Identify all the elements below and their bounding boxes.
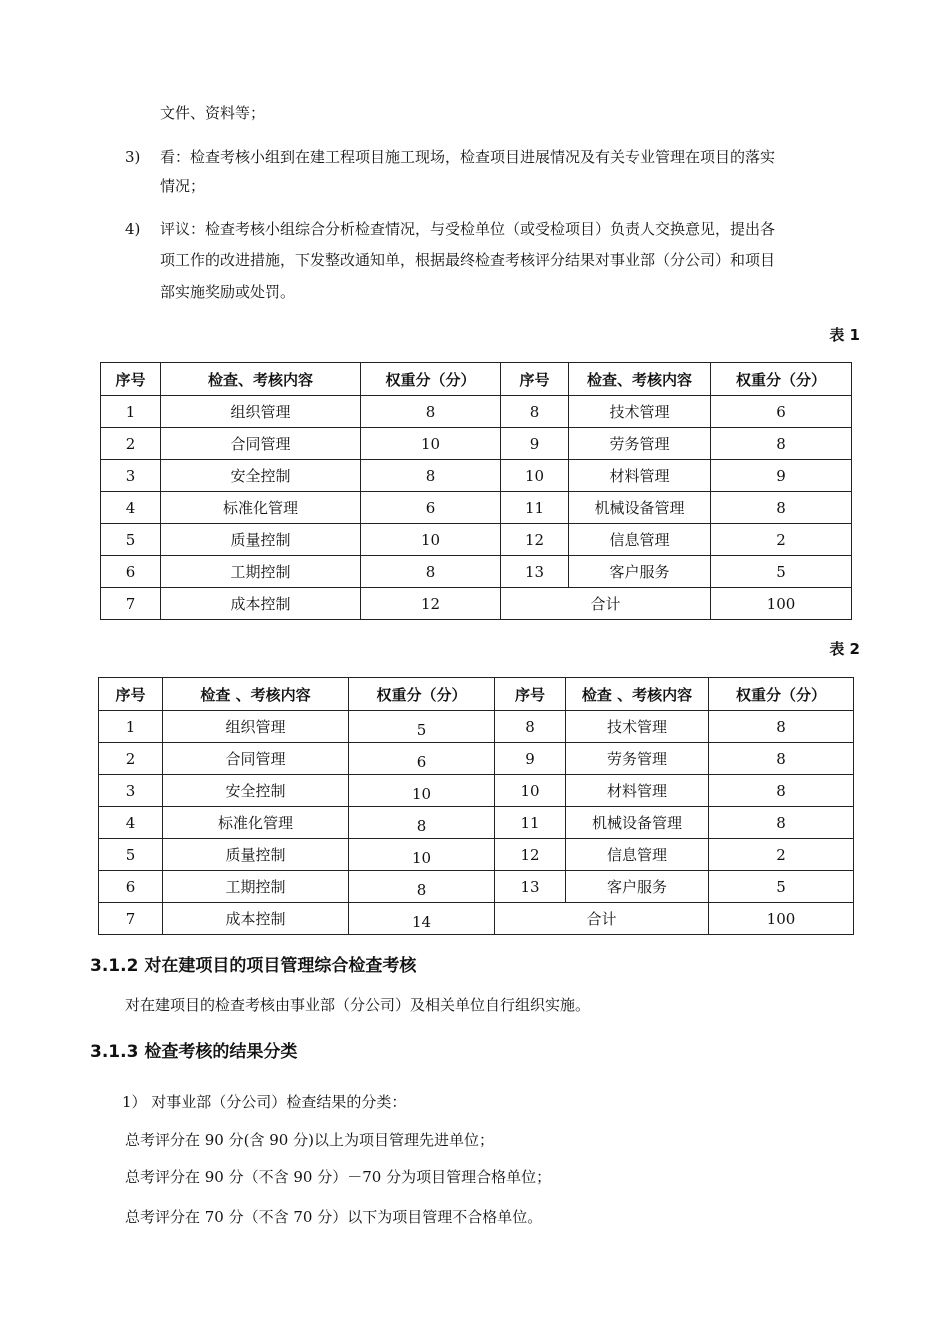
table2-header-cell: 序号 bbox=[99, 678, 163, 711]
table-cell: 3 bbox=[101, 460, 161, 492]
total-value-cell: 100 bbox=[711, 588, 852, 620]
table2-caption: 表 2 bbox=[829, 640, 860, 658]
item3-line1: 看：检查考核小组到在建工程项目施工现场，检查项目进展情况及有关专业管理在项目的落实 bbox=[160, 148, 776, 166]
table1-header-cell: 权重分（分） bbox=[361, 363, 501, 396]
table-cell: 8 bbox=[709, 743, 854, 775]
table2-header-cell: 序号 bbox=[495, 678, 566, 711]
table-cell: 12 bbox=[361, 588, 501, 620]
section-heading-3-1-3: 3.1.3 检查考核的结果分类 bbox=[90, 1042, 298, 1062]
section-3-1-3-item1: 1） 对事业部（分公司）检查结果的分类： bbox=[122, 1093, 407, 1111]
table-cell: 组织管理 bbox=[161, 396, 361, 428]
table-cell: 标准化管理 bbox=[163, 807, 349, 839]
table-cell: 1 bbox=[99, 711, 163, 743]
table-cell: 4 bbox=[99, 807, 163, 839]
table-cell: 7 bbox=[99, 903, 163, 935]
table-row bbox=[101, 556, 852, 588]
table2-header-cell: 检查 、考核内容 bbox=[566, 678, 709, 711]
table-cell: 8 bbox=[709, 711, 854, 743]
table-cell: 工期控制 bbox=[163, 871, 349, 903]
table-cell: 10 bbox=[495, 775, 566, 807]
table-cell: 合同管理 bbox=[161, 428, 361, 460]
table-cell: 9 bbox=[711, 460, 852, 492]
table-cell: 安全控制 bbox=[163, 775, 349, 807]
table-cell: 8 bbox=[349, 871, 495, 903]
table-cell: 质量控制 bbox=[161, 524, 361, 556]
table-cell: 5 bbox=[99, 839, 163, 871]
table-row bbox=[99, 775, 854, 807]
table2-header-cell: 检查 、考核内容 bbox=[163, 678, 349, 711]
table-cell: 标准化管理 bbox=[161, 492, 361, 524]
table-cell: 技术管理 bbox=[566, 711, 709, 743]
table-cell: 劳务管理 bbox=[569, 428, 711, 460]
table-cell: 8 bbox=[495, 711, 566, 743]
table-cell: 5 bbox=[101, 524, 161, 556]
table-row bbox=[99, 807, 854, 839]
table1-caption: 表 1 bbox=[829, 326, 860, 344]
text-continued: 文件、资料等； bbox=[160, 104, 266, 122]
result-line: 总考评分在 90 分（不含 90 分）－70 分为项目管理合格单位； bbox=[125, 1168, 552, 1186]
table-cell: 10 bbox=[361, 428, 501, 460]
table-cell: 12 bbox=[501, 524, 569, 556]
table-cell: 14 bbox=[349, 903, 495, 935]
table-cell: 10 bbox=[349, 839, 495, 871]
table-cell: 8 bbox=[361, 460, 501, 492]
table-cell: 信息管理 bbox=[566, 839, 709, 871]
table-row bbox=[101, 428, 852, 460]
table1-header-cell: 序号 bbox=[501, 363, 569, 396]
table-total-row bbox=[101, 588, 852, 620]
table-cell: 成本控制 bbox=[161, 588, 361, 620]
table-total-row bbox=[99, 903, 854, 935]
table-cell: 10 bbox=[501, 460, 569, 492]
table-cell: 6 bbox=[361, 492, 501, 524]
table-row bbox=[99, 871, 854, 903]
list-number-3: 3) bbox=[125, 148, 141, 166]
table-cell: 材料管理 bbox=[566, 775, 709, 807]
total-label-cell: 合计 bbox=[501, 588, 711, 620]
table1-header-cell: 检查、考核内容 bbox=[161, 363, 361, 396]
table-row bbox=[99, 711, 854, 743]
table2-header-cell: 权重分（分） bbox=[709, 678, 854, 711]
table-cell: 8 bbox=[711, 428, 852, 460]
table-cell: 8 bbox=[361, 396, 501, 428]
table-cell: 劳务管理 bbox=[566, 743, 709, 775]
table1-header-cell: 序号 bbox=[101, 363, 161, 396]
table-cell: 8 bbox=[709, 775, 854, 807]
item4-line3: 部实施奖励或处罚。 bbox=[160, 283, 296, 301]
table-cell: 13 bbox=[501, 556, 569, 588]
list-number-4: 4) bbox=[125, 220, 141, 238]
table-cell: 2 bbox=[101, 428, 161, 460]
table-row bbox=[101, 524, 852, 556]
table-cell: 9 bbox=[495, 743, 566, 775]
item4-line1: 评议：检查考核小组综合分析检查情况，与受检单位（或受检项目）负责人交换意见，提出各 bbox=[160, 220, 776, 238]
table-cell: 10 bbox=[349, 775, 495, 807]
table-cell: 机械设备管理 bbox=[566, 807, 709, 839]
table-cell: 质量控制 bbox=[163, 839, 349, 871]
table-cell: 1 bbox=[101, 396, 161, 428]
table-cell: 3 bbox=[99, 775, 163, 807]
item3-line2: 情况； bbox=[160, 177, 206, 195]
table1 bbox=[100, 362, 852, 620]
table-cell: 6 bbox=[101, 556, 161, 588]
table-cell: 客户服务 bbox=[566, 871, 709, 903]
table-cell: 8 bbox=[501, 396, 569, 428]
table2-header-cell: 权重分（分） bbox=[349, 678, 495, 711]
table-row bbox=[101, 460, 852, 492]
table1-header-cell: 权重分（分） bbox=[711, 363, 852, 396]
table-cell: 8 bbox=[361, 556, 501, 588]
table-cell: 8 bbox=[349, 807, 495, 839]
table-cell: 11 bbox=[501, 492, 569, 524]
total-label-cell: 合计 bbox=[495, 903, 709, 935]
table-row bbox=[101, 396, 852, 428]
table-cell: 5 bbox=[709, 871, 854, 903]
table-cell: 13 bbox=[495, 871, 566, 903]
table-row bbox=[99, 839, 854, 871]
table-cell: 8 bbox=[711, 492, 852, 524]
table-cell: 2 bbox=[99, 743, 163, 775]
section-heading-3-1-2: 3.1.2 对在建项目的项目管理综合检查考核 bbox=[90, 956, 417, 976]
table-cell: 客户服务 bbox=[569, 556, 711, 588]
table-cell: 信息管理 bbox=[569, 524, 711, 556]
item4-line2: 项工作的改进措施，下发整改通知单，根据最终检查考核评分结果对事业部（分公司）和项目 bbox=[160, 251, 776, 269]
table-cell: 8 bbox=[709, 807, 854, 839]
table2-header-row bbox=[99, 678, 854, 711]
table-cell: 2 bbox=[711, 524, 852, 556]
table-cell: 6 bbox=[711, 396, 852, 428]
table-cell: 2 bbox=[709, 839, 854, 871]
table-cell: 材料管理 bbox=[569, 460, 711, 492]
table-cell: 5 bbox=[711, 556, 852, 588]
table-cell: 成本控制 bbox=[163, 903, 349, 935]
table-cell: 10 bbox=[361, 524, 501, 556]
table-cell: 6 bbox=[99, 871, 163, 903]
table-cell: 11 bbox=[495, 807, 566, 839]
table-cell: 12 bbox=[495, 839, 566, 871]
table-cell: 机械设备管理 bbox=[569, 492, 711, 524]
table-cell: 安全控制 bbox=[161, 460, 361, 492]
table-cell: 工期控制 bbox=[161, 556, 361, 588]
table-cell: 组织管理 bbox=[163, 711, 349, 743]
result-line: 总考评分在 70 分（不含 70 分）以下为项目管理不合格单位。 bbox=[125, 1208, 543, 1226]
table-cell: 合同管理 bbox=[163, 743, 349, 775]
table-cell: 9 bbox=[501, 428, 569, 460]
table1-header-row bbox=[101, 363, 852, 396]
table-cell: 5 bbox=[349, 711, 495, 743]
table-row bbox=[99, 743, 854, 775]
table-cell: 7 bbox=[101, 588, 161, 620]
table-cell: 4 bbox=[101, 492, 161, 524]
section-3-1-2-body: 对在建项目的检查考核由事业部（分公司）及相关单位自行组织实施。 bbox=[125, 996, 591, 1014]
table-row bbox=[101, 492, 852, 524]
result-line: 总考评分在 90 分(含 90 分)以上为项目管理先进单位； bbox=[125, 1131, 494, 1149]
table-cell: 技术管理 bbox=[569, 396, 711, 428]
table-cell: 6 bbox=[349, 743, 495, 775]
table2 bbox=[98, 677, 854, 935]
table1-header-cell: 检查、考核内容 bbox=[569, 363, 711, 396]
total-value-cell: 100 bbox=[709, 903, 854, 935]
